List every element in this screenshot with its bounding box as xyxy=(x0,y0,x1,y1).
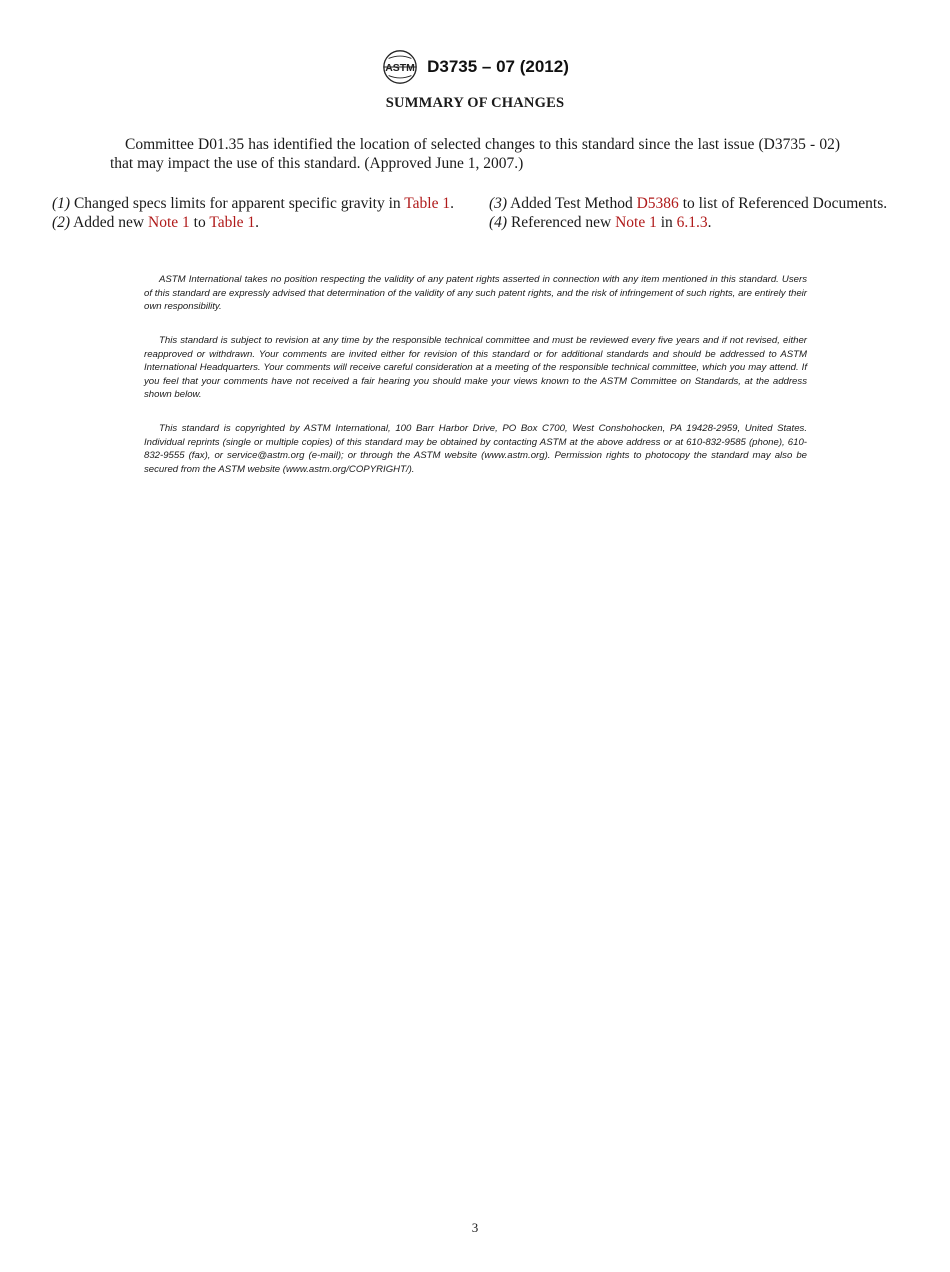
section-title: SUMMARY OF CHANGES xyxy=(385,95,565,111)
section-6-1-3-link[interactable]: 6.1.3 xyxy=(676,214,708,231)
revision-notice: This standard is subject to revision at any time by the responsible technical committee and must be reviewed every five years and if not revised, either reapproved or withdrawn. Your comments are invited either for revision of this standard or for additional standards and should be addressed to ASTM International Headquarters. Your comments will receive careful consideration at a meeting of the responsible technical committee, which you may attend. If you feel that your comments have not received a fair hearing you should make your views known to the ASTM Committee on Standards, at the address shown below. xyxy=(144,335,807,400)
item-text: Added new xyxy=(73,214,145,231)
patent-notice: ASTM International takes no position respecting the validity of any patent rights asserted in connection with any item mentioned in this standard. Users of this standard are expressly advised that determination of the validity of any such patent rights, and the risk of infringement of such rights, are entirely their own responsibility. xyxy=(144,274,807,312)
item-end: . xyxy=(450,195,454,212)
d5386-link[interactable]: D5386 xyxy=(636,195,679,212)
standard-designation: D3735 – 07 (2012) xyxy=(427,57,569,76)
astm-logo xyxy=(381,48,419,86)
item-end: . xyxy=(255,214,260,231)
changes-column-left xyxy=(52,194,462,232)
item-end: . xyxy=(707,214,712,231)
table-1-link[interactable]: Table 1 xyxy=(209,214,256,231)
item-text: Added Test Method xyxy=(510,195,633,212)
intro-paragraph: Committee D01.35 has identified the location of selected changes to this standard since the last issue (D3735 - 02) that may impact the use of this standard. (Approved June 1, 2007.) xyxy=(110,136,840,172)
change-item-2 xyxy=(52,213,462,232)
item-number: (3) xyxy=(489,195,508,212)
change-item-4 xyxy=(489,213,899,232)
change-item-1 xyxy=(52,194,462,213)
item-number: (1) xyxy=(52,195,71,212)
item-number: (2) xyxy=(52,214,71,231)
item-text: Referenced new xyxy=(510,214,612,231)
changes-column-right xyxy=(489,194,899,232)
copyright-notice: This standard is copyrighted by ASTM International, 100 Barr Harbor Drive, PO Box C700, West Conshohocken, PA 19428-2959, United States. Individual reprints (single or multiple copies) of this standard may be obtained by contacting ASTM at the above address or at 610-832-9585 (phone), 610-832-9555 (fax), or service@astm.org (e-mail); or through the ASTM website (www.astm.org). Permission rights to photocopy the standard may also be secured from the ASTM website (www.astm.org/COPYRIGHT/). xyxy=(144,423,807,475)
item-text: to list of Referenced Documents. xyxy=(682,195,888,212)
page-number: 3 xyxy=(471,1220,479,1235)
change-item-3 xyxy=(489,194,899,213)
logo-text: ASTM xyxy=(385,62,415,74)
item-number: (4) xyxy=(489,214,508,231)
note-1-link[interactable]: Note 1 xyxy=(148,214,190,231)
item-text: to xyxy=(193,214,206,231)
note-1-link[interactable]: Note 1 xyxy=(615,214,657,231)
item-text: Changed specs limits for apparent specific gravity in xyxy=(73,195,401,212)
document-header xyxy=(0,48,950,91)
item-text: in xyxy=(660,214,673,231)
table-1-link[interactable]: Table 1 xyxy=(404,195,451,212)
